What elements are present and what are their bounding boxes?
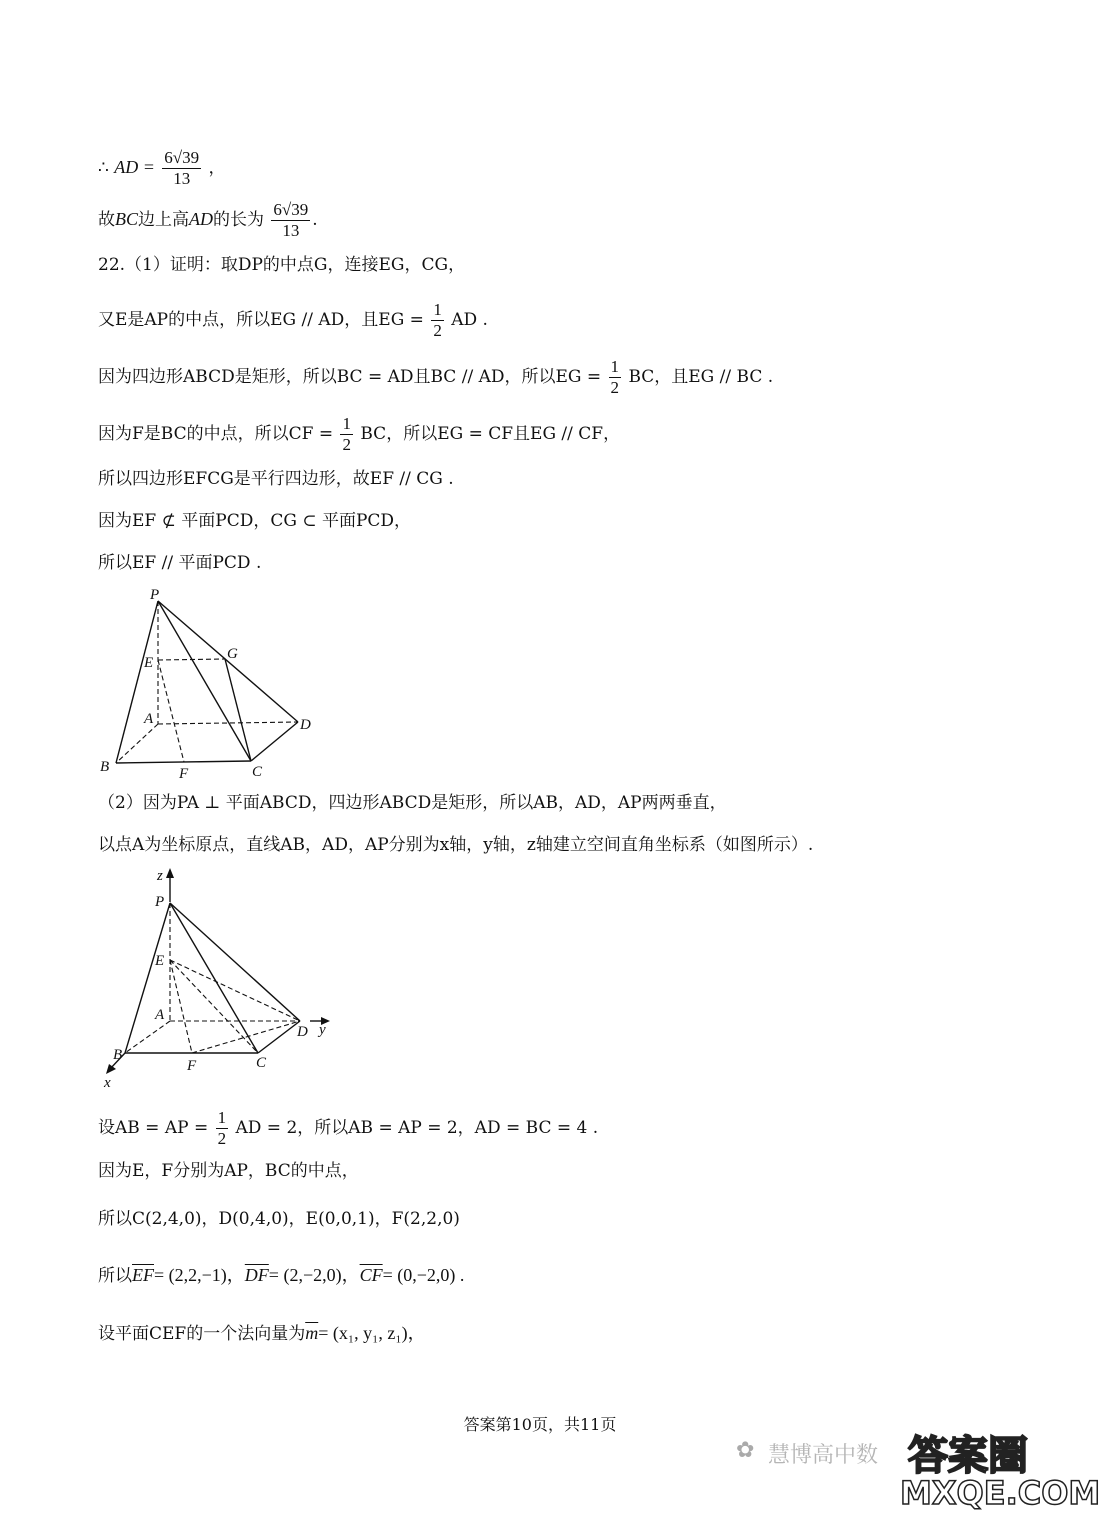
text: 设平面CEF的一个法向量为: [98, 1324, 306, 1344]
text: 因为F是BC的中点，所以CF =: [98, 424, 334, 444]
axis-y-label: y: [319, 1022, 326, 1038]
fraction-denominator: 2: [610, 378, 620, 397]
text: 设AB = AP =: [98, 1118, 209, 1138]
text: 因为四边形ABCD是矩形，所以BC = AD且BC // AD，所以EG =: [98, 367, 602, 387]
label-c: C: [256, 1055, 267, 1071]
line-coord-system: 以点A为坐标原点，直线AB，AD，AP分别为x轴，y轴，z轴建立空间直角坐标系（如图所示）.: [98, 835, 814, 855]
fraction-numerator: 1: [342, 414, 351, 433]
text: BC，所以EG = CF且EG // CF，: [360, 424, 621, 444]
text: AD = 2，所以AB = AP = 2，AD = BC = 4 .: [235, 1118, 599, 1138]
math: BC: [115, 209, 139, 229]
fraction-denominator: 13: [173, 169, 191, 188]
fraction-numerator: 6√39: [164, 148, 200, 167]
line-conclusion: [98, 200, 318, 241]
line-plane-cond: 因为EF ⊄ 平面PCD，CG ⊂ 平面PCD，: [98, 511, 412, 531]
fraction-numerator: 1: [610, 357, 620, 376]
fraction-half: [609, 357, 622, 398]
fraction-denominator: 2: [217, 1129, 227, 1148]
watermark: [736, 1432, 1100, 1522]
line-set-lengths: [98, 1108, 598, 1149]
line-eg-parallel: [98, 300, 488, 341]
label-f: F: [179, 766, 189, 782]
axis-x-label: x: [104, 1075, 111, 1091]
math: = (2,−2,0)，: [268, 1265, 360, 1285]
label-e: E: [144, 655, 154, 671]
label-a: A: [144, 711, 154, 727]
line-cf: [98, 414, 620, 455]
punct: .: [312, 210, 318, 230]
watermark-wechat-text: 慧博高中数: [768, 1443, 879, 1468]
math: = (x₁, y₁, z₁)，: [318, 1323, 426, 1343]
label-p: P: [150, 587, 160, 603]
fraction-half: [340, 414, 353, 455]
label-b: B: [100, 759, 110, 775]
label-p: P: [155, 894, 165, 910]
vector-ef: $\overline{EF}$: [132, 1265, 154, 1285]
fraction-numerator: 1: [433, 300, 442, 319]
fraction-numerator: 1: [217, 1108, 227, 1127]
figure-pyramid-1: [95, 582, 325, 782]
text: 故: [98, 210, 115, 230]
math: = (0,−2,0) .: [382, 1265, 465, 1285]
figure-pyramid-2: [95, 862, 345, 1092]
fraction-half: [431, 300, 444, 341]
fraction-denominator: 13: [282, 221, 300, 240]
fraction-half: [216, 1108, 229, 1149]
watermark-logo-top: 答案圈: [908, 1433, 1028, 1479]
page-footer: 答案第10页，共11页: [463, 1415, 617, 1434]
label-d: D: [300, 717, 311, 733]
vector-m: $\overline{m}$: [305, 1323, 319, 1343]
label-c: C: [252, 764, 263, 780]
line-ad-value: [98, 148, 226, 189]
label-b: B: [113, 1047, 123, 1063]
fraction-denominator: 2: [433, 321, 442, 340]
fraction: [162, 148, 201, 189]
line-part2: （2）因为PA ⊥ 平面ABCD，四边形ABCD是矩形，所以AB，AD，AP两两垂直，: [98, 793, 727, 813]
text: BC，且EG // BC .: [628, 367, 774, 387]
text: 的长为: [213, 210, 265, 230]
line-rectangle: [98, 357, 773, 398]
label-d: D: [297, 1024, 308, 1040]
math: = (2,2,−1)，: [154, 1265, 245, 1285]
punct: ，: [208, 158, 226, 178]
vector-cf: $\overline{CF}$: [359, 1265, 383, 1285]
therefore-symbol: ∴: [98, 158, 109, 178]
wechat-icon: ✿: [736, 1438, 755, 1463]
watermark-logo-bottom: MXQE.COM: [900, 1474, 1100, 1512]
ad-label: AD =: [114, 157, 155, 177]
line-ef-parallel-plane: 所以EF // 平面PCD .: [98, 553, 262, 573]
text: 所以: [98, 1266, 132, 1286]
fraction-numerator: 6√39: [273, 200, 309, 219]
line-parallelogram: 所以四边形EFCG是平行四边形，故EF // CG .: [98, 469, 454, 489]
label-a: A: [155, 1007, 165, 1023]
label-f: F: [187, 1058, 197, 1074]
axis-z-label: z: [157, 868, 163, 884]
vector-df: $\overline{DF}$: [244, 1265, 269, 1285]
line-normal-vector: [98, 1320, 426, 1347]
line-q22-start: 22.（1）证明：取DP的中点G，连接EG，CG，: [98, 255, 466, 275]
line-midpoints: 因为E，F分别为AP，BC的中点，: [98, 1161, 359, 1181]
text: 边上高: [138, 210, 190, 230]
text: AD .: [451, 310, 488, 330]
label-e: E: [155, 953, 165, 969]
line-vectors: [98, 1262, 464, 1289]
fraction: [271, 200, 310, 241]
label-g: G: [227, 646, 238, 662]
line-coordinates: 所以C(2,4,0)，D(0,4,0)，E(0,0,1)，F(2,2,0): [98, 1209, 460, 1229]
math: AD: [189, 209, 214, 229]
fraction-denominator: 2: [342, 435, 351, 454]
text: 又E是AP的中点，所以EG // AD，且EG =: [98, 310, 430, 330]
